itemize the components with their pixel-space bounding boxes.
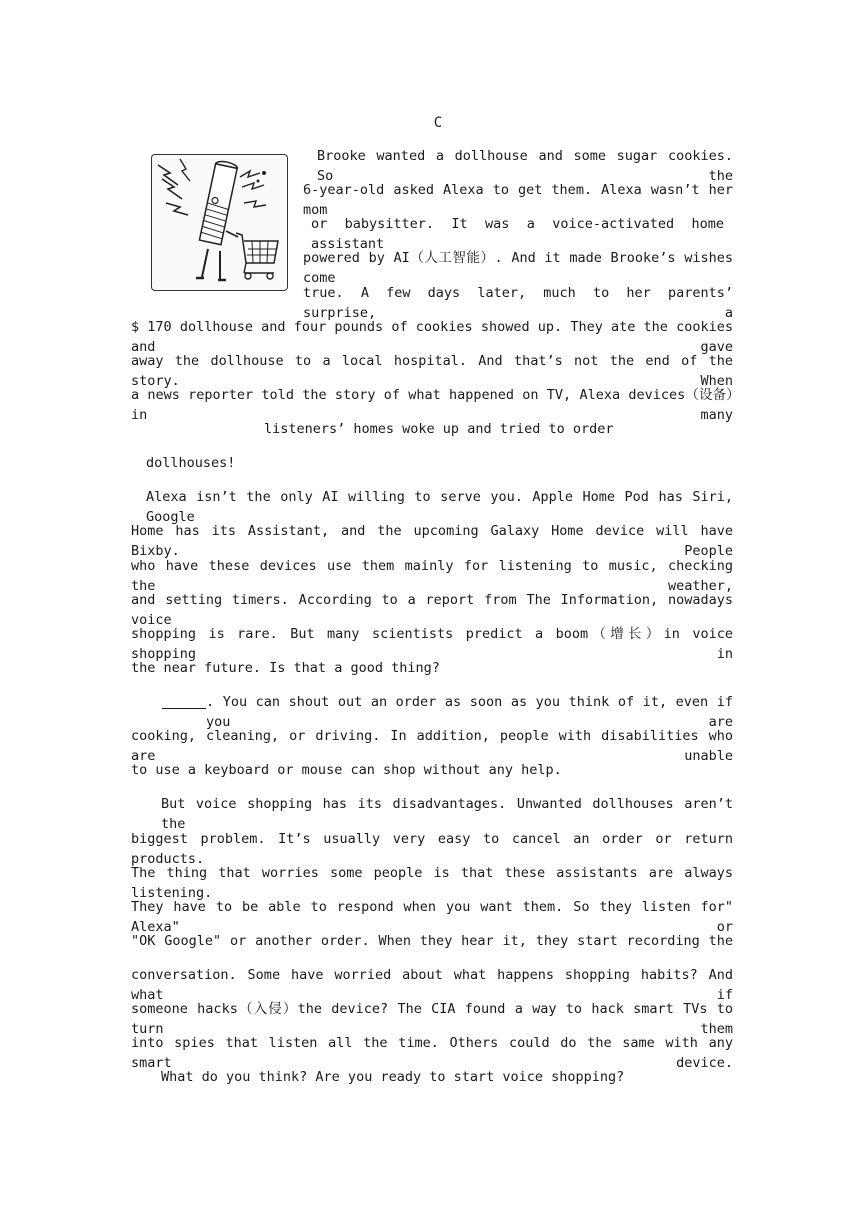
text-line: The thing that worries some people is that these assistants are always listening. <box>131 865 733 901</box>
text-line: a news reporter told the story of what happened on TV, Alexa devices（设备）in many <box>131 387 733 423</box>
text-line: dollhouses! <box>146 455 236 471</box>
text-line: $ 170 dollhouse and four pounds of cookies showed up. They ate the cookies and gave <box>131 319 733 355</box>
text-line: They have to be able to respond when you want them. So they listen for" Alexa" or <box>131 899 733 935</box>
text-line: the near future. Is that a good thing? <box>131 660 440 676</box>
answer-blank <box>162 694 206 709</box>
text-line: someone hacks（入侵）the device? The CIA found a way to hack smart TVs to turn them <box>131 1001 733 1037</box>
text-line: true. A few days later, much to her parents’ surprise, a <box>303 285 733 321</box>
text-line: Brooke wanted a dollhouse and some sugar cookies. So the <box>317 148 733 184</box>
text-line: shopping is rare. But many scientists predict a boom（增长）in voice shopping in <box>131 626 733 662</box>
text-line: or babysitter. It was a voice-activated home assistant <box>311 216 724 252</box>
text-line: and setting timers. According to a report from The Information, nowadays voice <box>131 592 733 628</box>
text-line: conversation. Some have worried about what happens shopping habits? And what if <box>131 967 733 1003</box>
text-line: What do you think? Are you ready to start voice shopping? <box>161 1069 625 1085</box>
text-line: cooking, cleaning, or driving. In addition, people with disabilities who are unable <box>131 728 733 764</box>
text-line: Home has its Assistant, and the upcoming Galaxy Home device will have Bixby. People <box>131 523 733 559</box>
text-line: "OK Google" or another order. When they hear it, they start recording the <box>131 933 733 949</box>
text-line: But voice shopping has its disadvantages. Unwanted dollhouses aren’t the <box>161 796 733 832</box>
text-line: listeners’ homes woke up and tried to order <box>264 421 614 437</box>
robot-shopping-cart-icon <box>152 155 286 289</box>
text-line: Alexa isn’t the only AI willing to serve you. Apple Home Pod has Siri, Google <box>146 489 733 525</box>
text-line: 6-year-old asked Alexa to get them. Alexa wasn’t her mom <box>303 182 733 218</box>
robot-shopping-cart-illustration <box>151 154 288 291</box>
text-line: into spies that listen all the time. Others could do the same with any smart device. <box>131 1035 733 1071</box>
text-line: who have these devices use them mainly for listening to music, checking the weather, <box>131 558 733 594</box>
text-line: powered by AI（人工智能）. And it made Brooke’s wishes come <box>303 250 733 286</box>
section-letter: C <box>433 115 443 131</box>
text-line: to use a keyboard or mouse can shop without any help. <box>131 762 562 778</box>
text-line: biggest problem. It’s usually very easy to cancel an order or return products. <box>131 831 733 867</box>
text-line: away the dollhouse to a local hospital. And that’s not the end of the story. When <box>131 353 733 389</box>
text-line: . You can shout out an order as soon as you think of it, even if you are <box>206 694 733 730</box>
